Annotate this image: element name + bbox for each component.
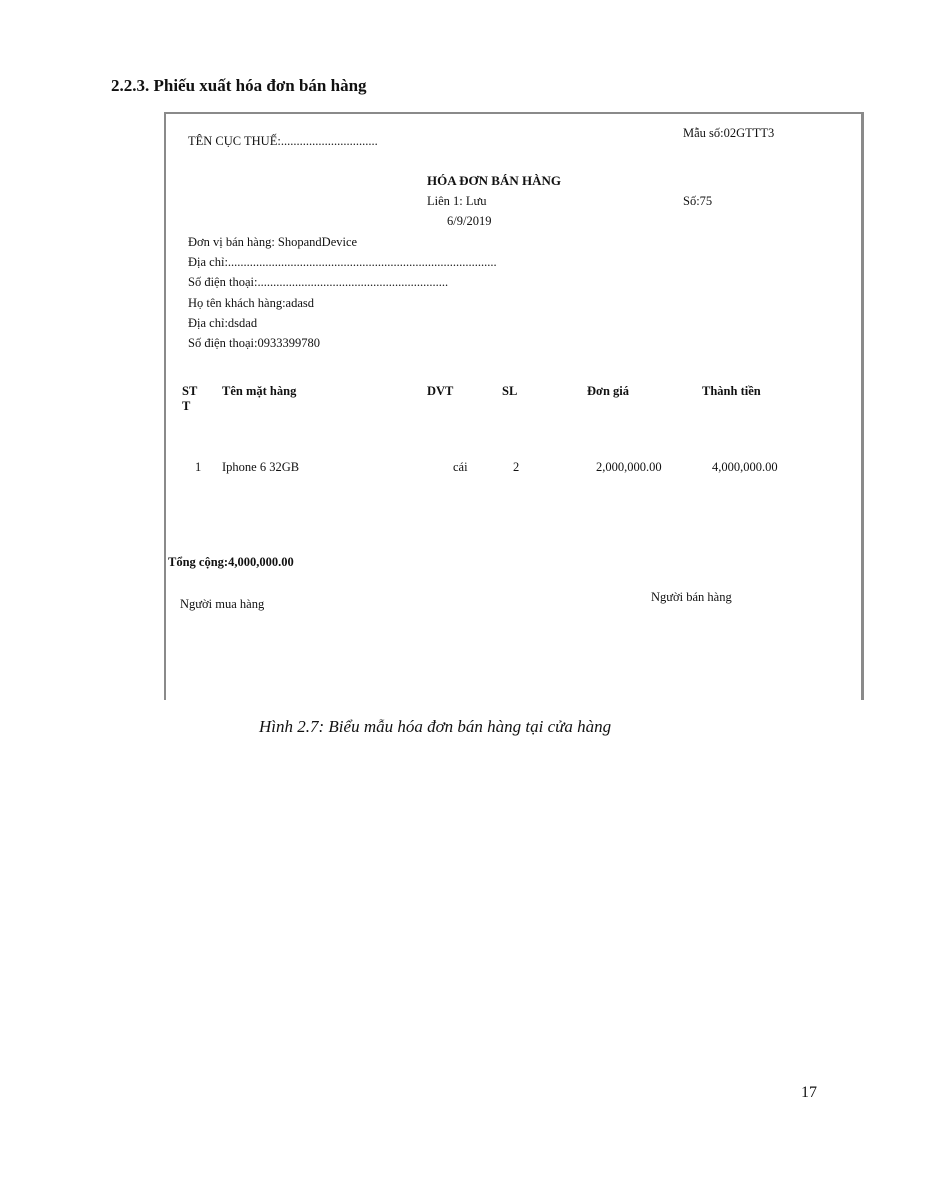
row-item: Iphone 6 32GB xyxy=(222,460,300,474)
seller-signature-label: Người bán hàng xyxy=(651,590,732,604)
figure-caption: Hình 2.7: Biểu mẫu hóa đơn bán hàng tại cửa hàng xyxy=(259,717,612,736)
col-stt-line2: T xyxy=(182,399,191,413)
row-unit: cái xyxy=(453,460,468,474)
col-qty: SL xyxy=(502,384,518,398)
invoice-title: HÓA ĐƠN BÁN HÀNG xyxy=(427,173,561,188)
invoice-date: 6/9/2019 xyxy=(447,214,492,228)
buyer-signature-label: Người mua hàng xyxy=(180,597,265,611)
invoice-frame xyxy=(164,112,864,700)
customer-address: Địa chỉ:dsdad xyxy=(188,316,258,330)
row-stt: 1 xyxy=(195,460,202,474)
col-unit: DVT xyxy=(427,384,454,398)
invoice-total: Tổng cộng:4,000,000.00 xyxy=(168,555,294,569)
seller-address: Địa chỉ:...................................................................................... xyxy=(188,255,497,269)
customer-phone: Số điện thoại:0933399780 xyxy=(188,336,320,350)
row-qty: 2 xyxy=(513,460,520,474)
section-heading: 2.2.3. Phiếu xuất hóa đơn bán hàng xyxy=(111,76,367,95)
invoice-serial: Số:75 xyxy=(683,194,713,208)
col-amount: Thành tiền xyxy=(702,384,761,398)
col-item: Tên mặt hàng xyxy=(222,384,297,398)
seller-unit: Đơn vị bán hàng: ShopandDevice xyxy=(188,235,358,249)
row-price: 2,000,000.00 xyxy=(596,460,662,474)
row-amount: 4,000,000.00 xyxy=(712,460,778,474)
customer-name: Họ tên khách hàng:adasd xyxy=(188,296,315,310)
tax-office: TÊN CỤC THUẾ:............................... xyxy=(188,134,378,148)
col-price: Đơn giá xyxy=(587,384,629,398)
seller-phone: Số điện thoại:............................................................. xyxy=(188,275,449,289)
invoice-copy: Liên 1: Lưu xyxy=(427,194,487,208)
col-stt-line1: ST xyxy=(182,384,198,398)
page-number: 17 xyxy=(801,1084,817,1101)
form-number: Mẫu số:02GTTT3 xyxy=(683,126,775,140)
